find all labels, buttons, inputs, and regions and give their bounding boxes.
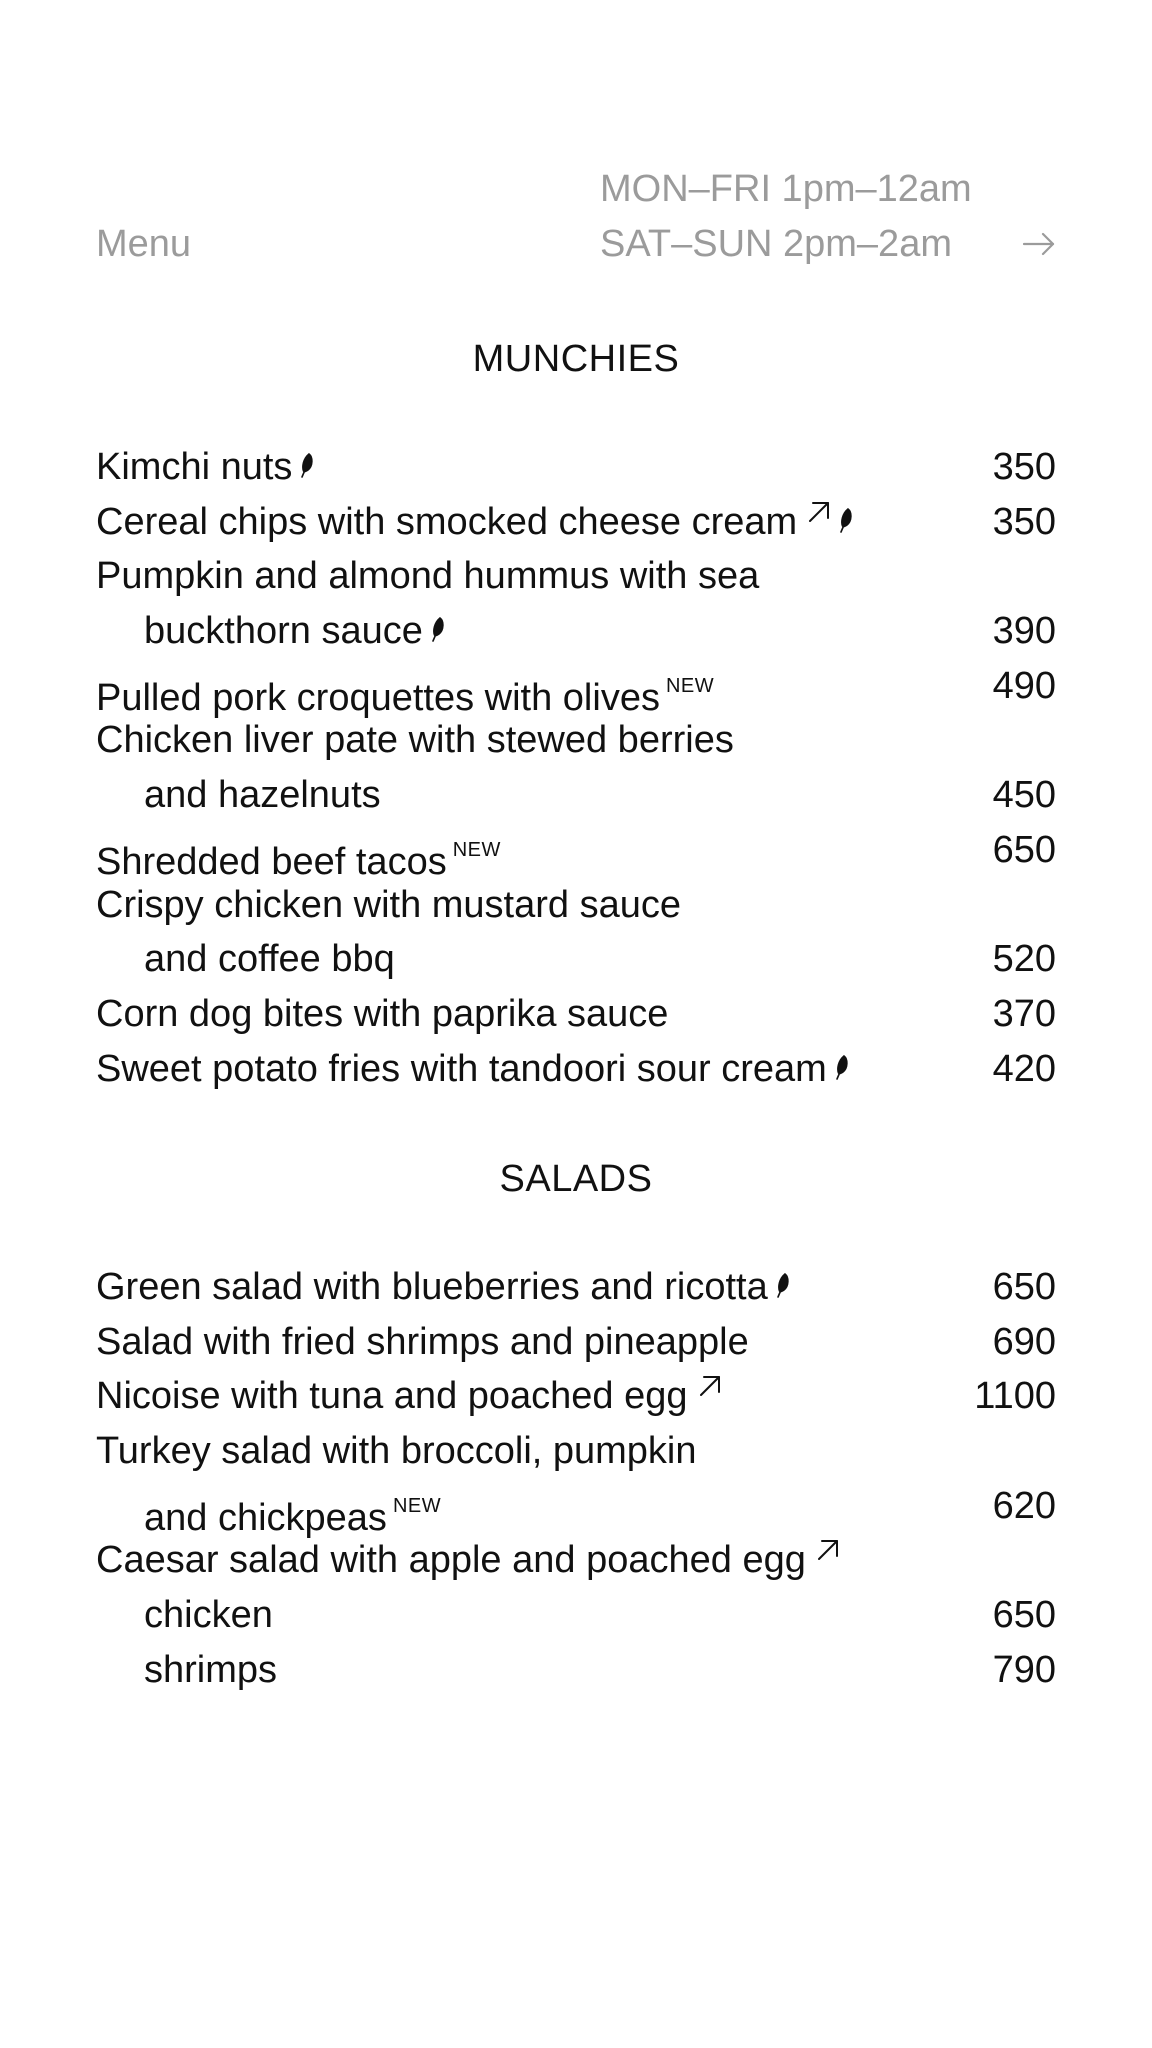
new-badge: NEW (452, 838, 501, 861)
new-badge: NEW (392, 1494, 442, 1517)
item-name (96, 1533, 840, 1588)
menu-item (96, 1369, 1056, 1424)
menu-item (96, 823, 1056, 883)
item-price: 350 (992, 446, 1056, 488)
menu-item-continuation (96, 1479, 1056, 1539)
item-name (96, 1369, 722, 1424)
menu-item-continuation (96, 932, 1056, 987)
menu-item (96, 495, 1056, 550)
menu-item (96, 1424, 1056, 1479)
item-name-text: Turkey salad with broccoli, pumpkin (96, 1430, 697, 1473)
munchies-list (96, 440, 1056, 1096)
item-price: 790 (992, 1648, 1056, 1691)
salads-list (96, 1260, 1056, 1698)
item-name-text: Pulled pork croquettes with olives (96, 676, 660, 719)
item-price: 650 (992, 828, 1056, 871)
item-name-text: Caesar salad with apple and poached egg (96, 1539, 806, 1582)
item-price: 420 (992, 1047, 1056, 1090)
item-name (96, 1315, 749, 1370)
arrow-up-right-icon (807, 500, 831, 524)
item-price: 490 (992, 664, 1056, 707)
item-price: 690 (992, 1320, 1056, 1363)
item-name-text: Chicken liver pate with stewed berries (96, 719, 734, 762)
item-price: 450 (992, 774, 1056, 817)
item-price: 620 (992, 1484, 1056, 1527)
item-name-text: shrimps (144, 1648, 278, 1691)
arrow-up-right-icon (698, 1374, 722, 1398)
item-name-text: Green salad with blueberries and ricotta (96, 1266, 768, 1308)
item-name (96, 878, 681, 933)
item-name (144, 604, 445, 659)
leaf-icon (835, 1053, 849, 1081)
item-name-text: chicken (144, 1594, 273, 1637)
leaf-icon (300, 451, 314, 479)
menu-item-continuation (96, 1588, 1056, 1643)
section-title-salads: SALADS (499, 1158, 653, 1200)
item-price: 370 (992, 992, 1056, 1035)
item-price: 390 (992, 610, 1056, 653)
leaf-icon (431, 615, 445, 643)
menu-item (96, 440, 1056, 495)
menu-item (96, 1042, 1056, 1097)
menu-item (96, 659, 1056, 719)
item-name-text: Sweet potato fries with tandoori sour cream (96, 1047, 827, 1090)
arrow-up-right-icon (816, 1538, 840, 1562)
menu-item (96, 1315, 1056, 1370)
item-name (96, 495, 853, 550)
item-name-text: buckthorn sauce (144, 610, 423, 653)
menu-link[interactable]: Menu (96, 223, 192, 265)
leaf-icon (776, 1271, 790, 1299)
arrow-right-icon[interactable] (1022, 222, 1056, 266)
item-name (96, 1260, 790, 1315)
hours-weekdays: MON–FRI 1pm–12am (600, 168, 972, 210)
item-price: 650 (992, 1594, 1056, 1637)
item-name (96, 1424, 697, 1479)
item-name-text: Salad with fried shrimps and pineapple (96, 1320, 749, 1363)
item-price: 1100 (974, 1375, 1056, 1418)
item-price: 520 (992, 938, 1056, 981)
opening-hours (600, 162, 972, 272)
item-name (96, 713, 734, 768)
menu-item (96, 713, 1056, 768)
new-badge: NEW (665, 674, 715, 697)
menu-item (96, 1533, 1056, 1588)
item-name-text: Nicoise with tuna and poached egg (96, 1375, 688, 1418)
item-name-text: and hazelnuts (144, 774, 381, 817)
header (96, 162, 1056, 272)
item-price: 650 (992, 1266, 1056, 1308)
item-price: 350 (992, 500, 1056, 543)
item-name-text: Kimchi nuts (96, 446, 293, 488)
item-name (96, 549, 759, 604)
menu-item (96, 987, 1056, 1042)
item-name-text: Corn dog bites with paprika sauce (96, 992, 669, 1035)
item-name-text: and coffee bbq (144, 938, 395, 981)
item-name-text: Cereal chips with smocked cheese cream (96, 500, 798, 543)
menu-item (96, 878, 1056, 933)
item-name (144, 932, 395, 987)
item-name-text: and chickpeas (144, 1496, 387, 1539)
item-name-text: Shredded beef tacos (96, 840, 447, 883)
menu-item-continuation (96, 768, 1056, 823)
hours-weekend: SAT–SUN 2pm–2am (600, 223, 952, 265)
leaf-icon (839, 506, 853, 534)
item-name-text: Crispy chicken with mustard sauce (96, 883, 681, 926)
item-name (144, 1643, 277, 1698)
item-name (144, 768, 381, 823)
menu-item-continuation (96, 1643, 1056, 1698)
item-name (96, 440, 314, 495)
item-name (144, 1588, 273, 1643)
item-name-text: Pumpkin and almond hummus with sea (96, 555, 760, 598)
item-name (96, 1042, 849, 1097)
item-name (96, 987, 668, 1042)
menu-item (96, 549, 1056, 604)
menu-item-continuation (96, 604, 1056, 659)
section-title-munchies: MUNCHIES (472, 338, 680, 380)
menu-item (96, 1260, 1056, 1315)
